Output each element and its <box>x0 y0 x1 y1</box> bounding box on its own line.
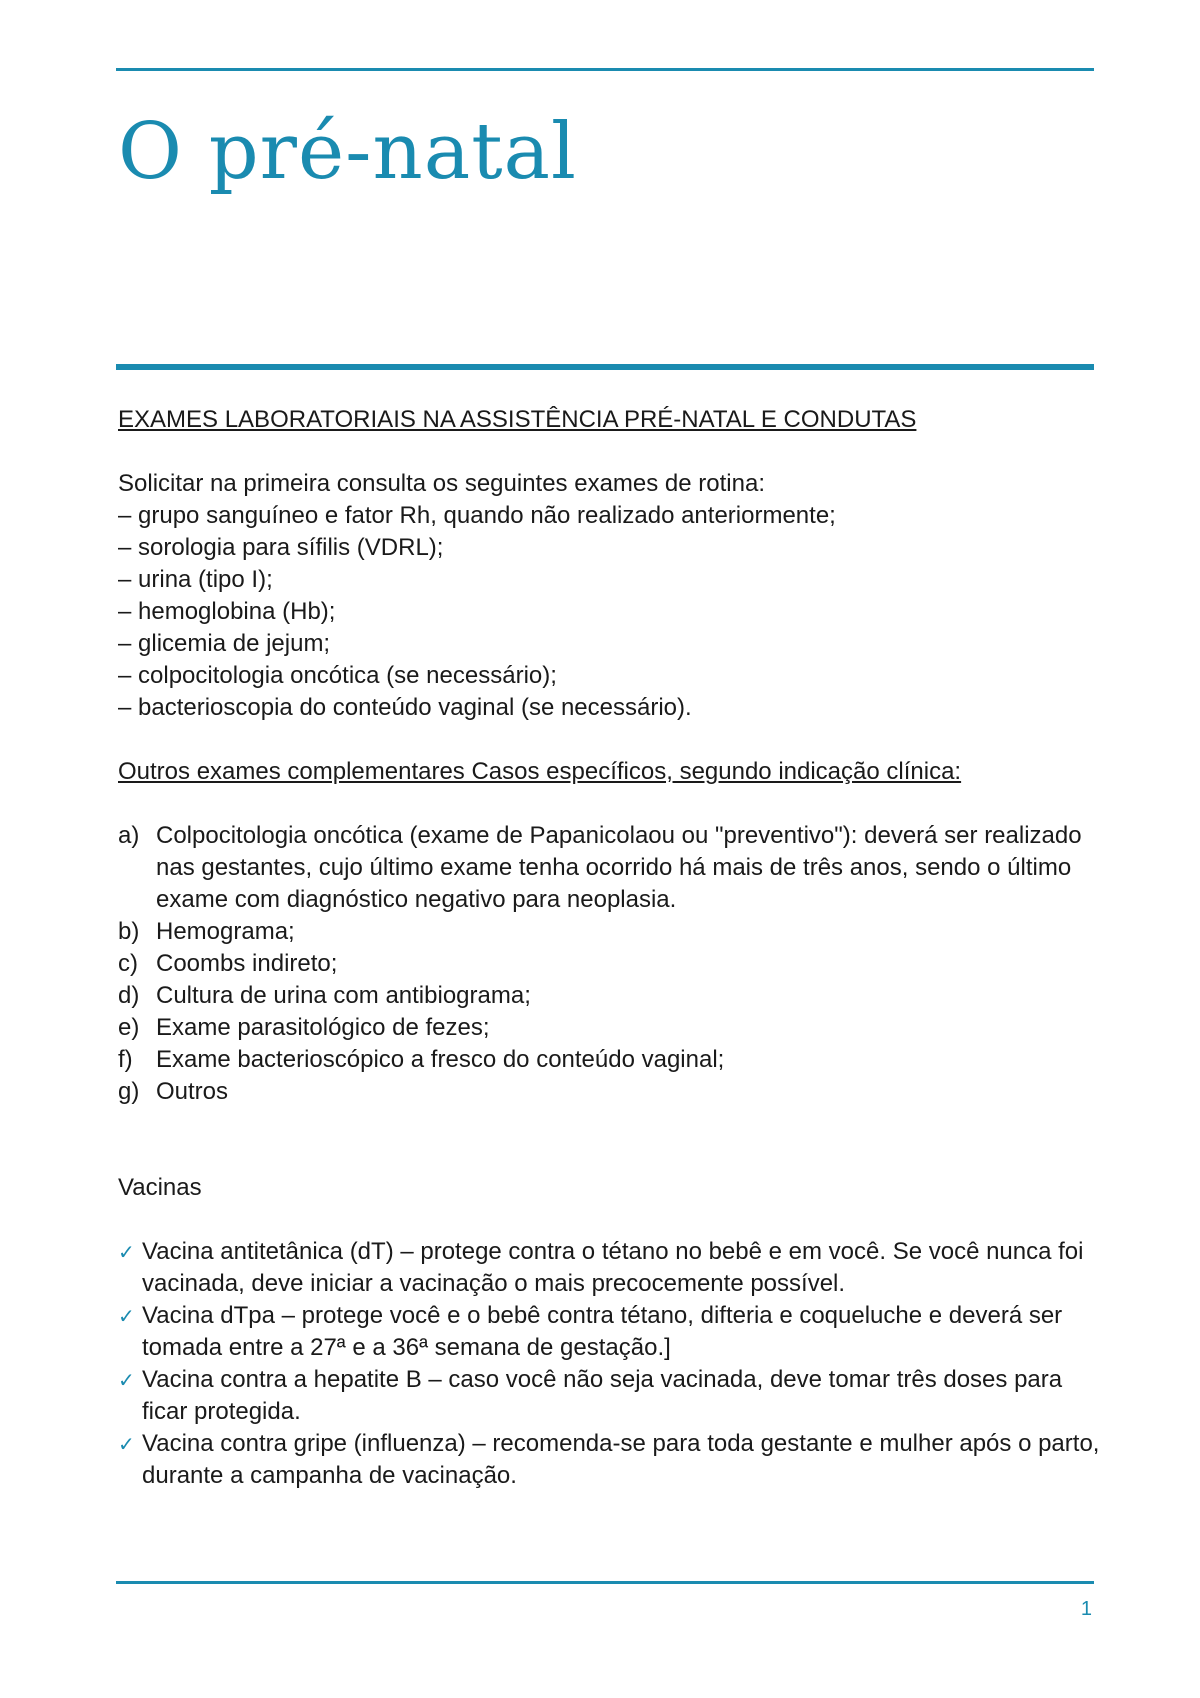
vaccine-list <box>118 1236 1108 1492</box>
list-marker: b) <box>118 918 140 945</box>
list-item: – bacterioscopia do conteúdo vaginal (se necessário). <box>118 694 692 721</box>
list-item-text: Cultura de urina com antibiograma; <box>156 982 531 1009</box>
list-item-text: Exame parasitológico de fezes; <box>156 1014 490 1041</box>
list-item: – glicemia de jejum; <box>118 630 331 657</box>
list-item <box>118 1012 1108 1044</box>
list-marker: d) <box>118 982 140 1009</box>
list-item-text: Coombs indireto; <box>156 950 338 977</box>
complementary-exam-list <box>118 820 1108 1108</box>
list-item <box>118 1364 1108 1428</box>
list-item: – colpocitologia oncótica (se necessário); <box>118 662 557 689</box>
list-item-text: Vacina contra a hepatite B – caso você não seja vacinada, deve tomar três doses para ficar protegida. <box>142 1366 1063 1425</box>
page-title: O pré-natal <box>118 107 578 197</box>
list-item-text: Vacina contra gripe (influenza) – recomenda-se para toda gestante e mulher após o parto, durante a campanha de vacinação. <box>142 1430 1100 1489</box>
routine-exam-list <box>118 500 1108 724</box>
list-item: – grupo sanguíneo e fator Rh, quando não realizado anteriormente; <box>118 502 836 529</box>
list-item <box>118 980 1108 1012</box>
list-item <box>118 916 1108 948</box>
list-item-text: Outros <box>156 1078 229 1105</box>
list-marker: g) <box>118 1078 140 1105</box>
document-body <box>118 404 1108 1492</box>
list-item: – hemoglobina (Hb); <box>118 598 336 625</box>
checkmark-icon: ✓ <box>118 1432 135 1456</box>
list-item-text: Hemograma; <box>156 918 295 945</box>
list-item <box>118 1076 1108 1108</box>
checkmark-icon: ✓ <box>118 1240 135 1264</box>
intro-text: Solicitar na primeira consulta os seguintes exames de rotina: <box>118 470 765 497</box>
checkmark-icon: ✓ <box>118 1304 135 1328</box>
page-number: 1 <box>1080 1598 1092 1620</box>
bottom-divider <box>116 1581 1094 1584</box>
list-marker: e) <box>118 1014 140 1041</box>
checkmark-icon: ✓ <box>118 1368 135 1392</box>
list-item-text: Vacina antitetânica (dT) – protege contra o tétano no bebê e em você. Se você nunca foi vacinada, deve iniciar a vacinação o mais precocemente possível. <box>142 1238 1084 1297</box>
list-item: – sorologia para sífilis (VDRL); <box>118 534 444 561</box>
list-item-text: Exame bacterioscópico a fresco do conteúdo vaginal; <box>156 1046 725 1073</box>
list-item <box>118 948 1108 980</box>
list-item <box>118 1236 1108 1300</box>
list-item-text: Colpocitologia oncótica (exame de Papanicolaou ou "preventivo"): deverá ser realizado nas gestantes, cujo último exame tenha ocorrido há mais de três anos, sendo o último exame com diagnóstico negativo para neoplasia. <box>156 822 1082 913</box>
list-item-text: Vacina dTpa – protege você e o bebê contra tétano, difteria e coqueluche e deverá ser tomada entre a 27ª e a 36ª semana de gestação.] <box>142 1302 1063 1361</box>
list-item <box>118 820 1108 916</box>
title-divider <box>116 364 1094 370</box>
complementary-heading: Outros exames complementares Casos específicos, segundo indicação clínica: <box>118 758 962 785</box>
section-heading: EXAMES LABORATORIAIS NA ASSISTÊNCIA PRÉ-NATAL E CONDUTAS <box>118 406 917 433</box>
list-marker: f) <box>118 1046 133 1073</box>
vaccines-heading: Vacinas <box>118 1174 202 1201</box>
list-item: – urina (tipo I); <box>118 566 273 593</box>
list-item <box>118 1044 1108 1076</box>
list-item <box>118 1300 1108 1364</box>
list-item <box>118 1428 1108 1492</box>
list-marker: c) <box>118 950 138 977</box>
list-marker: a) <box>118 822 140 849</box>
top-divider <box>116 68 1094 71</box>
